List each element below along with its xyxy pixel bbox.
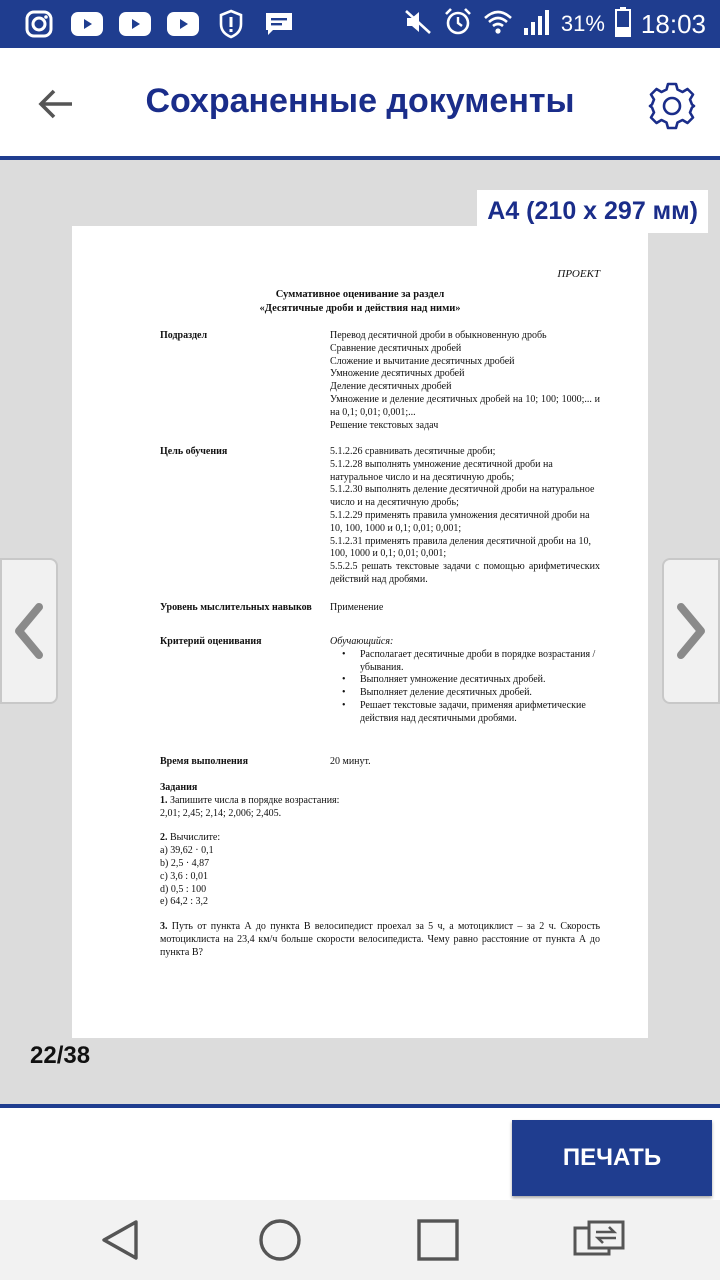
doc-project-mark: ПРОЕКТ	[557, 268, 600, 280]
previous-page-button[interactable]	[0, 558, 58, 704]
home-circle-icon	[256, 1216, 304, 1264]
page-size-label: A4 (210 x 297 мм)	[477, 190, 708, 233]
gear-icon	[646, 80, 698, 132]
row-label: Подраздел	[160, 330, 208, 341]
task-3	[160, 921, 600, 959]
message-icon	[262, 8, 296, 40]
instagram-icon	[22, 8, 56, 40]
list-item: a) 39,62 · 0,1	[160, 845, 214, 857]
list-item: Деление десятичных дробей	[330, 381, 452, 393]
task-text: Запишите числа в порядке возрастания:	[170, 794, 340, 806]
tasks-heading: Задания	[160, 782, 198, 793]
row-label: Критерий оценивания	[160, 636, 262, 647]
list-item: • Решает текстовые задачи, применяя арифметические действия над десятичными дробями.	[346, 700, 600, 726]
list-item: c) 3,6 : 0,01	[160, 870, 209, 882]
tasks-section	[160, 782, 600, 960]
alarm-icon	[443, 7, 473, 42]
bottom-bar	[0, 1104, 720, 1200]
document-page[interactable]	[72, 226, 648, 1038]
task-text: Путь от пункта А до пункта В велосипедист проехал за 5 ч, а мотоциклист – за 2 ч. Скорость мотоциклиста на 23,4 км/ч больше скорости велосипедиста. Чему равно расстояние от пункта А до пункта В?	[160, 921, 601, 958]
recents-square-icon	[414, 1216, 462, 1264]
row-value: Применение	[330, 602, 384, 613]
task-number: 3.	[160, 921, 168, 933]
task-2	[160, 832, 600, 845]
clock: 18:03	[640, 8, 706, 39]
document-content	[72, 226, 648, 1038]
task-number: 2.	[160, 832, 168, 844]
app-bar	[0, 48, 720, 160]
row-value: 20 минут.	[330, 756, 371, 767]
youtube-icon	[70, 8, 104, 40]
list-item: e) 64,2 : 3,2	[160, 896, 209, 908]
task-1-numbers: 2,01; 2,45; 2,14; 2,006; 2,405.	[160, 807, 282, 819]
list-item: 5.1.2.30 выполнять деление десятичной дроби на натуральное число и на десятичную дробь;	[330, 484, 595, 509]
youtube-icon	[166, 8, 200, 40]
task-number: 1.	[160, 794, 168, 806]
document-preview	[0, 160, 720, 1104]
wifi-icon	[483, 9, 513, 40]
list-item: Сравнение десятичных дробей	[330, 342, 462, 354]
mute-icon	[403, 8, 433, 41]
row-value	[330, 636, 600, 726]
list-item: Сложение и вычитание десятичных дробей	[330, 355, 515, 367]
system-switch-button[interactable]	[572, 1216, 620, 1264]
youtube-icon	[118, 8, 152, 40]
list-item: d) 0,5 : 100	[160, 883, 207, 895]
task-text: Вычислите:	[170, 832, 221, 844]
list-item: 5.5.2.5 решать текстовые задачи с помощью арифметических действий над дробями.	[330, 561, 600, 585]
doc-title-line: «Десятичные дроби и действия над ними»	[259, 303, 461, 314]
doc-title-line: Суммативное оценивание за раздел	[275, 289, 445, 300]
task-1	[160, 795, 600, 808]
system-back-button[interactable]	[96, 1216, 144, 1264]
list-item: • Выполняет умножение десятичных дробей.	[346, 674, 600, 687]
doc-title	[72, 288, 648, 316]
list-item: 5.1.2.29 применять правила умножения десятичной дроби на 10, 100, 1000 и 0,1; 0,01; 0,001;	[330, 509, 590, 534]
row-label: Цель обучения	[160, 446, 228, 457]
chevron-left-icon	[11, 601, 47, 661]
list-item: Умножение десятичных дробей	[330, 368, 465, 380]
list-item: b) 2,5 · 4,87	[160, 857, 210, 869]
list-item: 5.1.2.28 выполнять умножение десятичной дроби на натуральное число и на десятичную дробь;	[330, 458, 553, 483]
battery-icon	[615, 7, 631, 42]
list-item: Перевод десятичной дроби в обыкновенную дробь	[330, 330, 547, 341]
signal-icon	[523, 8, 551, 41]
shield-alert-icon	[214, 8, 248, 40]
back-triangle-icon	[96, 1216, 144, 1264]
list-item: Умножение и деление десятичных дробей на 10; 100; 1000;... и на 0,1; 0,01; 0,001;...	[330, 393, 600, 418]
chevron-right-icon	[673, 601, 709, 661]
criteria-list	[330, 649, 600, 726]
row-value	[330, 446, 600, 587]
row-value	[330, 330, 600, 432]
page-title: Сохраненные документы	[145, 82, 575, 120]
list-item: Решение текстовых задач	[330, 419, 439, 431]
list-item: 5.1.2.31 применять правила деления десятичной дроби на 10, 100, 1000 и 0,1; 0,01; 0,001;	[330, 535, 591, 560]
page-counter: 22/38	[30, 1042, 91, 1069]
status-bar	[0, 0, 720, 48]
settings-button[interactable]	[646, 80, 698, 132]
list-item: • Располагает десятичные дроби в порядке возрастания / убывания.	[346, 649, 600, 675]
criteria-intro: Обучающийся:	[330, 636, 394, 647]
row-label: Время выполнения	[160, 756, 248, 767]
print-button[interactable]: ПЕЧАТЬ	[512, 1120, 712, 1196]
switch-screen-icon	[572, 1216, 626, 1264]
system-home-button[interactable]	[256, 1216, 304, 1264]
battery-percent: 31%	[560, 11, 605, 36]
list-item: • Выполняет деление десятичных дробей.	[346, 687, 600, 700]
list-item: 5.1.2.26 сравнивать десятичные дроби;	[330, 446, 496, 457]
next-page-button[interactable]	[662, 558, 720, 704]
system-recents-button[interactable]	[414, 1216, 462, 1264]
row-label: Уровень мыслительных навыков	[160, 602, 312, 613]
system-navigation-bar	[0, 1200, 720, 1280]
